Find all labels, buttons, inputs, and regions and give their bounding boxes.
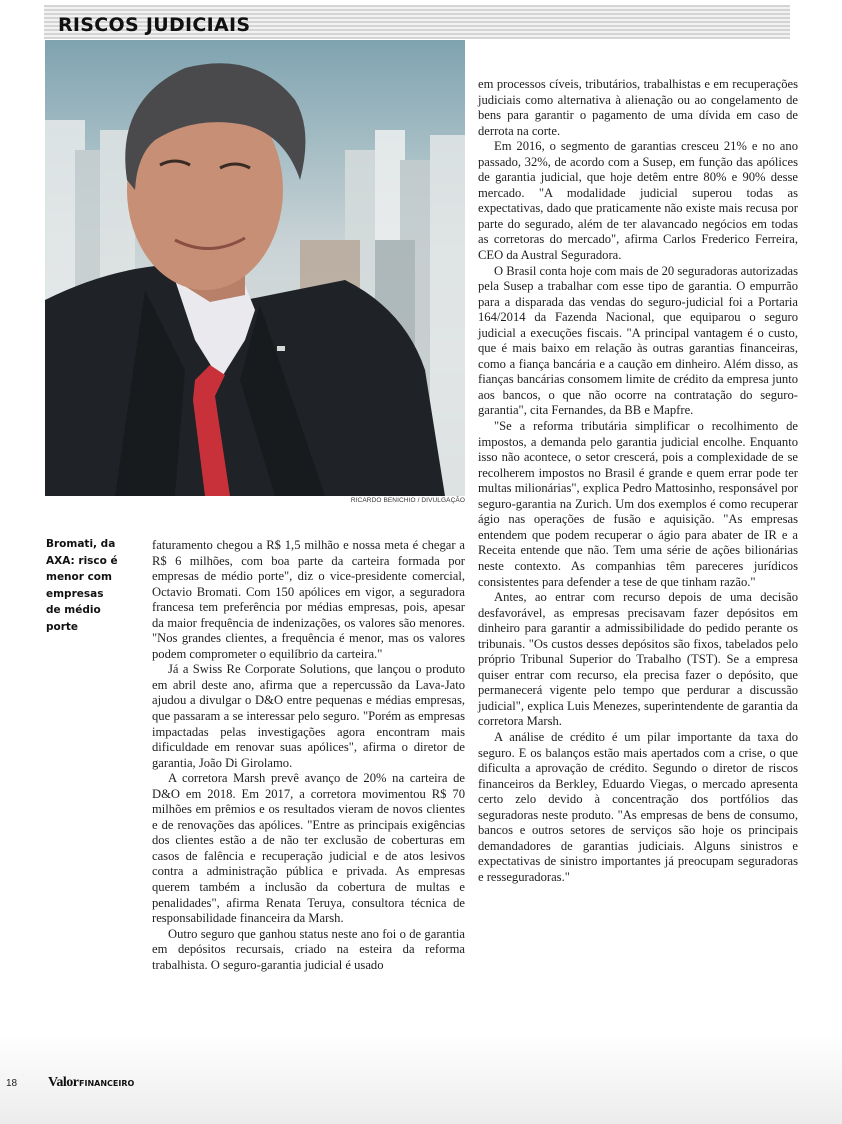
page-number: 18 bbox=[6, 1078, 18, 1089]
paragraph: A corretora Marsh prevê avanço de 20% na carteira de D&O em 2018. Em 2017, a corretora movimentou R$ 70 milhões em prêmios e os resultados vieram de novos clientes e de renovações das apólices. "Entre as principais exigências dos clientes estão a de não ter exclusão de coberturas em casos de falência e recuperação judicial e de atos lesivos contra a administração pública e privada. As empresas querem também a inclusão da cobertura de multas e penalidades", afirma Renata Teruya, consultora técnica de responsabilidade financeira da Marsh. bbox=[152, 771, 465, 926]
paragraph: faturamento chegou a R$ 1,5 milhão e nossa meta é chegar a R$ 6 milhões, com boa parte da carteira formada por empresas de médio porte", diz o vice-presidente comercial, Octavio Bromati. Com 150 apólices em vigor, a seguradora francesa tem preferência por médias empresas, pois, apesar da maior frequência de indenizações, os valores são menores. "Nos grandes clientes, a frequência é menor, mas os valores podem comprometer o equilíbrio da carteira." bbox=[152, 538, 465, 661]
publication-logo: Valor bbox=[48, 1075, 79, 1090]
article-column-right bbox=[478, 77, 798, 885]
page-footer bbox=[0, 1075, 842, 1098]
paragraph: em processos cíveis, tributários, trabalhistas e em recuperações judiciais como alternativa à alienação ou ao congelamento de bens para garantir o pagamento de uma dívida em caso de derrota na corte. bbox=[478, 77, 798, 138]
publication-subtitle: FINANCEIRO bbox=[79, 1079, 135, 1088]
article-column-left bbox=[152, 538, 465, 973]
lapel-pin bbox=[277, 346, 285, 351]
paragraph: Outro seguro que ganhou status neste ano foi o de garantia em depósitos recursais, criado na esteira da reforma trabalhista. O seguro-garantia judicial é usado bbox=[152, 926, 465, 972]
portrait-illustration bbox=[45, 40, 465, 496]
paragraph: "Se a reforma tributária simplificar o recolhimento de impostos, a demanda pelo garantia judicial encolhe. Enquanto isso não acontece, o setor crescerá, pois a complexidade de se recolherem impostos no Brasil é grande e quem errar pode ter multas milionárias", explica Pedro Mattosinho, responsável por seguro-garantia na Zurich. Um dos exemplos é como recuperar ágio nas operações de fusão e aquisição. "As empresas entendem que podem recuperar o ágio para abater de IR e a Receita entende que não. Tem uma série de ações bilionárias neste contexto. As companhias têm pareceres jurídicos consistentes para defender a tese de que tinham razão." bbox=[478, 419, 798, 589]
photo-credit: RICARDO BENICHIO / DIVULGAÇÃO bbox=[350, 497, 465, 504]
paragraph: Antes, ao entrar com recurso depois de uma decisão desfavorável, as empresas precisavam fazer depósitos em dinheiro para garantir a admissibilidade do pedido perante os tribunais. "Os custos desses depósitos são fixos, tabelados pelo próprio Tribunal Superior do Trabalho (TST). Se a empresa quiser entrar com recurso, ela precisa fazer o depósito, que permanecerá vigente pelo tempo que perdurar a discussão judicial", explica Luis Menezes, superintendente de garantia da corretora Marsh. bbox=[478, 590, 798, 729]
paragraph: Já a Swiss Re Corporate Solutions, que lançou o produto em abril deste ano, afirma que a repercussão da Lava-Jato ajudou a divulgar o D&O entre pequenas e médias empresas, que passaram a se interessar pelo seguro. "Porém as empresas impactadas pelas investigações agora encontram mais dificuldade em renovar suas apólices", afirma o diretor de garantia, João Di Girolamo. bbox=[152, 662, 465, 770]
portrait-photo bbox=[45, 40, 465, 496]
paragraph: A análise de crédito é um pilar importante da taxa do seguro. E os balanços estão mais apertados com a crise, o que dificulta a aprovação de crédito. Segundo o diretor de riscos financeiros da Berkley, Eduardo Viegas, o mercado apresenta certo zelo devido à concentração dos portfólios das seguradoras neste produto. "As empresas de bens de consumo, bancos e outros setores de serviços são hoje os principais demandadores de garantias judiciais. Alguns sinistros e expectativas de sinistro importantes já preocupam seguradoras e resseguradoras." bbox=[478, 729, 798, 884]
photo-caption: Bromati, da AXA: risco é menor com empresas de médio porte bbox=[46, 538, 118, 633]
paragraph: O Brasil conta hoje com mais de 20 seguradoras autorizadas pela Susep a trabalhar com esse tipo de garantia. O empurrão para a disparada das vendas do seguro-judicial foi a Portaria 164/2014 da Fazenda Nacional, que equiparou o seguro judicial a execuções fiscais. "A principal vantagem é o custo, que é mais baixo em relação às outras garantias financeiras, como a fiança bancária e a caução em dinheiro. Além disso, as fianças bancárias consomem limite de crédito da empresa junto aos bancos, o que não ocorre na contratação do seguro-garantia", cita Fernandes, da BB e Mapfre. bbox=[478, 263, 798, 418]
paragraph: Em 2016, o segmento de garantias cresceu 21% e no ano passado, 32%, de acordo com a Susep, em função das apólices de garantia judicial, que hoje detêm entre 80% e 90% desse mercado. "A modalidade judicial superou todas as expectativas, dado que praticamente não existe mais recusa por parte do segurado, além de ter alavancado negócios em todas as corretoras do mercado", afirma Carlos Frederico Ferreira, CEO da Austral Seguradora. bbox=[478, 139, 798, 263]
section-title: RISCOS JUDICIAIS bbox=[58, 14, 251, 36]
